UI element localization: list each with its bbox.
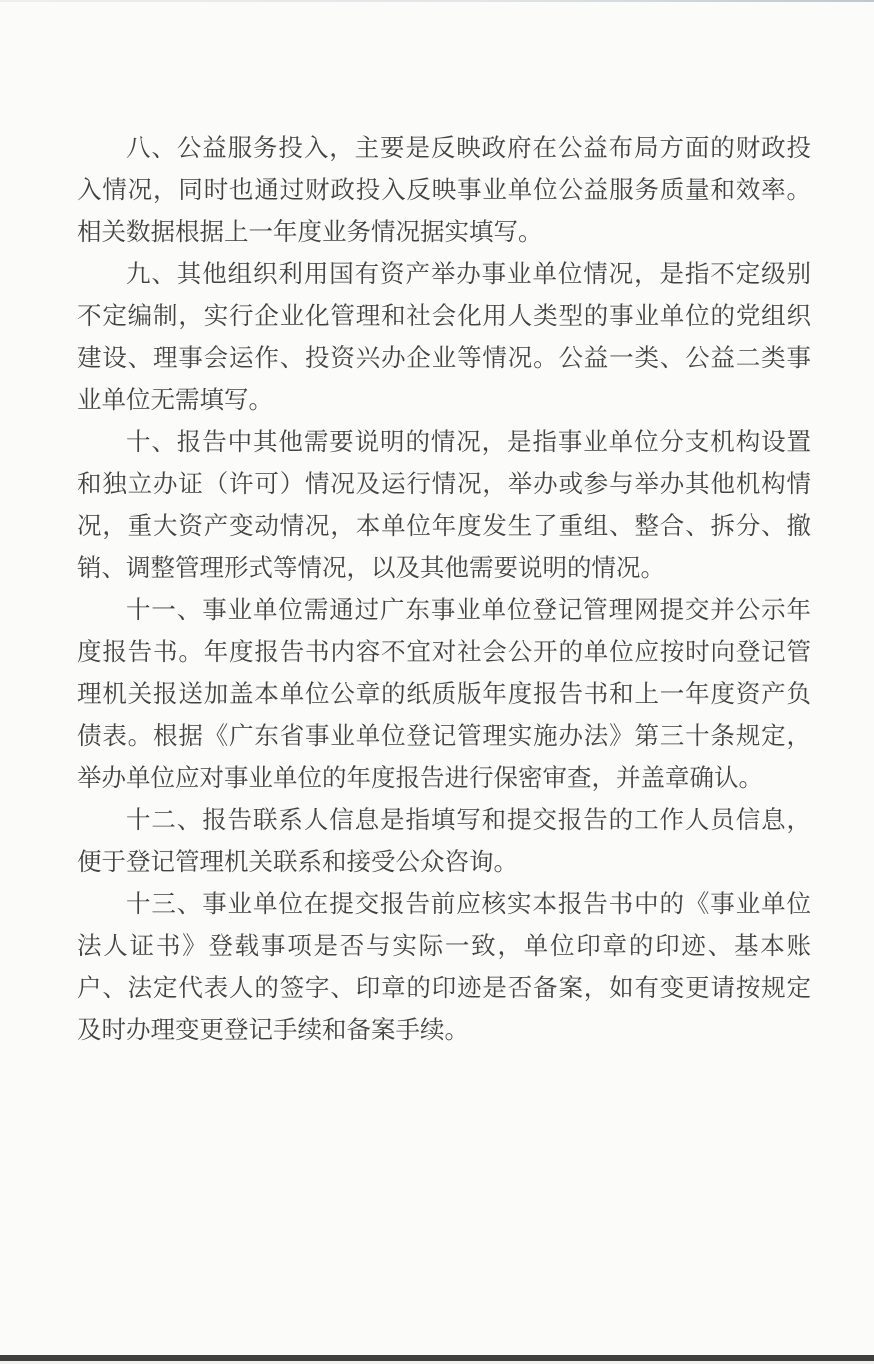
paragraph-item-13: 十三、事业单位在提交报告前应核实本报告书中的《事业单位法人证书》登载事项是否与实际一致，单位印章的印迹、基本账户、法定代表人的签字、印章的印迹是否备案，如有变更请按规定及时办理变更登记手续和备案手续。 [77,891,811,1044]
paragraph-item-12: 十二、报告联系人信息是指填写和提交报告的工作人员信息，便于登记管理机关联系和接受公众咨询。 [77,807,811,876]
paragraph-item-9: 九、其他组织利用国有资产举办事业单位情况，是指不定级别不定编制，实行企业化管理和社会化用人类型的事业单位的党组织建设、理事会运作、投资兴办企业等情况。公益一类、公益二类事业单位无需填写。 [77,261,811,414]
scan-edge-bottom [0,1355,874,1361]
document-body [77,128,811,1052]
scan-edge-top [0,0,874,2]
paragraph-item-11: 十一、事业单位需通过广东事业单位登记管理网提交并公示年度报告书。年度报告书内容不宜对社会公开的单位应按时向登记管理机关报送加盖本单位公章的纸质版年度报告书和上一年度资产负债表。根据《广东省事业单位登记管理实施办法》第三十条规定，举办单位应对事业单位的年度报告进行保密审查，并盖章确认。 [77,597,811,792]
paragraph-item-8: 八、公益服务投入，主要是反映政府在公益布局方面的财政投入情况，同时也通过财政投入反映事业单位公益服务质量和效率。相关数据根据上一年度业务情况据实填写。 [77,135,811,246]
paragraph-item-10: 十、报告中其他需要说明的情况，是指事业单位分支机构设置和独立办证（许可）情况及运行情况，举办或参与举办其他机构情况，重大资产变动情况，本单位年度发生了重组、整合、拆分、撤销、调整管理形式等情况，以及其他需要说明的情况。 [77,429,811,582]
